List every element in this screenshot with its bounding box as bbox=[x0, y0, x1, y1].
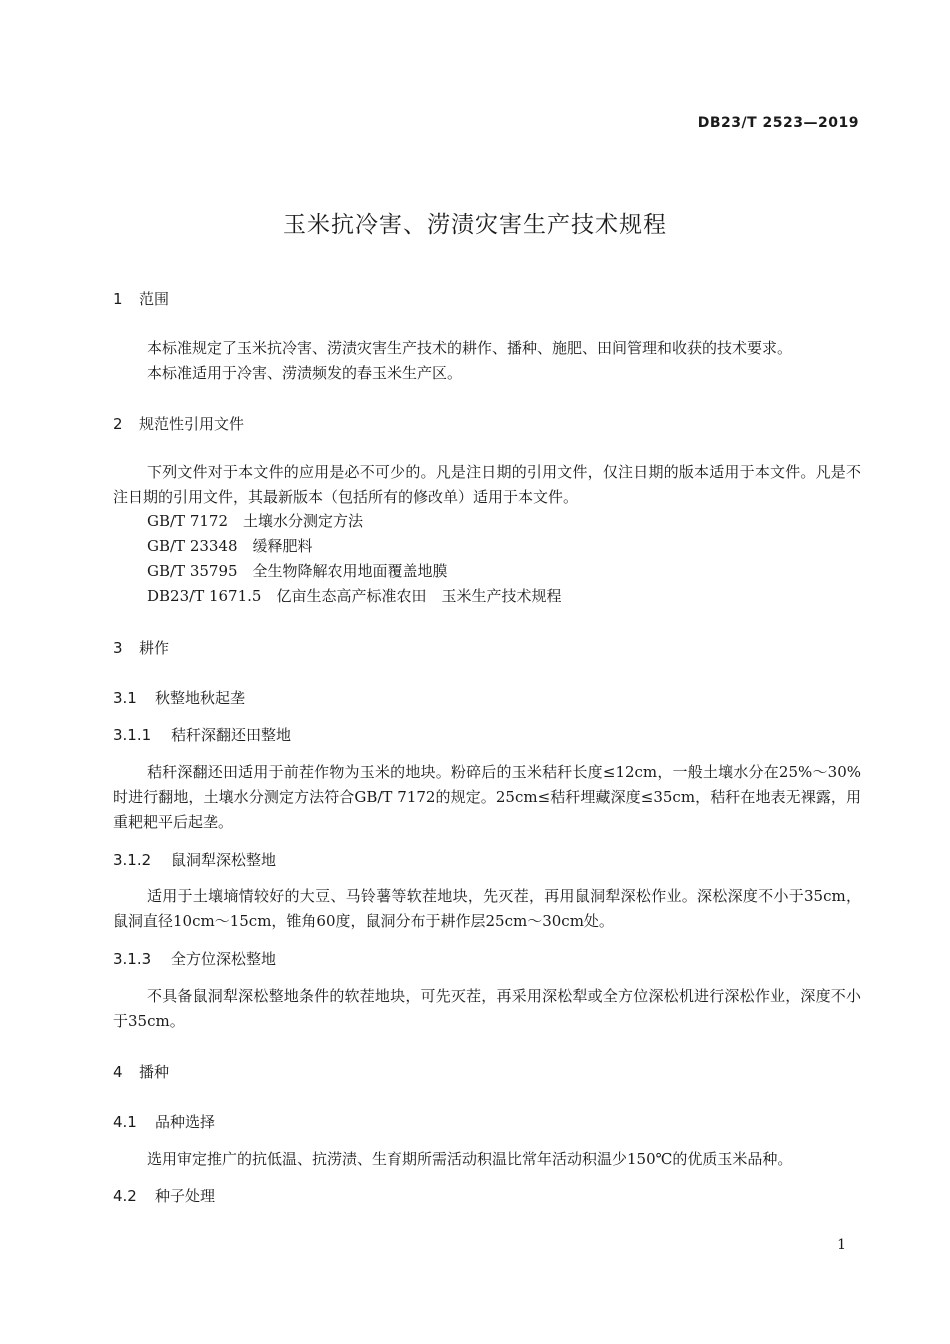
heading-title: 种子处理 bbox=[155, 1187, 216, 1205]
heading-number: 4.2 bbox=[113, 1187, 137, 1205]
heading-title: 耕作 bbox=[139, 639, 170, 657]
heading-2 bbox=[113, 413, 244, 434]
heading-4-2 bbox=[113, 1185, 215, 1206]
standard-code: DB23/T 2523—2019 bbox=[697, 115, 859, 131]
heading-title: 规范性引用文件 bbox=[139, 415, 245, 433]
paragraph: 选用审定推广的抗低温、抗涝渍、生育期所需活动积温比常年活动积温少150℃的优质玉米品种。 bbox=[147, 1150, 793, 1168]
reference-item: DB23/T 1671.5 亿亩生态高产标准农田 玉米生产技术规程 bbox=[147, 587, 562, 605]
paragraph: 本标准适用于冷害、涝渍频发的春玉米生产区。 bbox=[147, 364, 463, 382]
heading-number: 4.1 bbox=[113, 1113, 137, 1131]
paragraph: 下列文件对于本文件的应用是必不可少的。凡是注日期的引用文件，仅注日期的版本适用于本文件。凡是不注日期的引用文件，其最新版本（包括所有的修改单）适用于本文件。 bbox=[113, 463, 861, 506]
heading-3 bbox=[113, 637, 169, 658]
heading-3-1-1 bbox=[113, 724, 291, 745]
heading-4-1 bbox=[113, 1111, 215, 1132]
heading-title: 品种选择 bbox=[155, 1113, 216, 1131]
reference-item: GB/T 23348 缓释肥料 bbox=[147, 537, 313, 555]
paragraph: 秸秆深翻还田适用于前茬作物为玉米的地块。粉碎后的玉米秸秆长度≤12cm，一般土壤水分在25%～30%时进行翻地，土壤水分测定方法符合GB/T 7172的规定。25cm≤秸秆埋藏深度≤35cm，秸秆在地表无裸露，用重耙耙平后起垄。 bbox=[113, 763, 861, 831]
heading-title: 秸秆深翻还田整地 bbox=[171, 726, 292, 744]
heading-number: 3.1.3 bbox=[113, 950, 152, 968]
heading-title: 播种 bbox=[139, 1063, 170, 1081]
heading-number: 3.1.2 bbox=[113, 851, 152, 869]
heading-3-1-2 bbox=[113, 849, 276, 870]
paragraph: 不具备鼠洞犁深松整地条件的软茬地块，可先灭茬，再采用深松犁或全方位深松机进行深松作业，深度不小于35cm。 bbox=[113, 987, 861, 1030]
heading-title: 秋整地秋起垄 bbox=[155, 689, 246, 707]
heading-number: 3.1 bbox=[113, 689, 137, 707]
heading-3-1 bbox=[113, 687, 245, 708]
heading-number: 3.1.1 bbox=[113, 726, 152, 744]
heading-title: 全方位深松整地 bbox=[171, 950, 277, 968]
paragraph: 本标准规定了玉米抗冷害、涝渍灾害生产技术的耕作、播种、施肥、田间管理和收获的技术要求。 bbox=[147, 339, 793, 357]
heading-number: 4 bbox=[113, 1063, 123, 1081]
heading-number: 1 bbox=[113, 290, 123, 308]
heading-number: 2 bbox=[113, 415, 123, 433]
heading-title: 范围 bbox=[139, 290, 170, 308]
page-number: 1 bbox=[837, 1237, 846, 1253]
heading-4 bbox=[113, 1061, 169, 1082]
heading-title: 鼠洞犁深松整地 bbox=[171, 851, 277, 869]
reference-item: GB/T 7172 土壤水分测定方法 bbox=[147, 512, 364, 530]
heading-1 bbox=[113, 288, 169, 309]
paragraph: 适用于土壤墒情较好的大豆、马铃薯等软茬地块，先灭茬，再用鼠洞犁深松作业。深松深度不小于35cm，鼠洞直径10cm～15cm，锥角60度，鼠洞分布于耕作层25cm～30cm处。 bbox=[113, 887, 861, 930]
heading-3-1-3 bbox=[113, 948, 276, 969]
heading-number: 3 bbox=[113, 639, 123, 657]
document-title: 玉米抗冷害、涝渍灾害生产技术规程 bbox=[283, 212, 667, 238]
reference-item: GB/T 35795 全生物降解农用地面覆盖地膜 bbox=[147, 562, 448, 580]
